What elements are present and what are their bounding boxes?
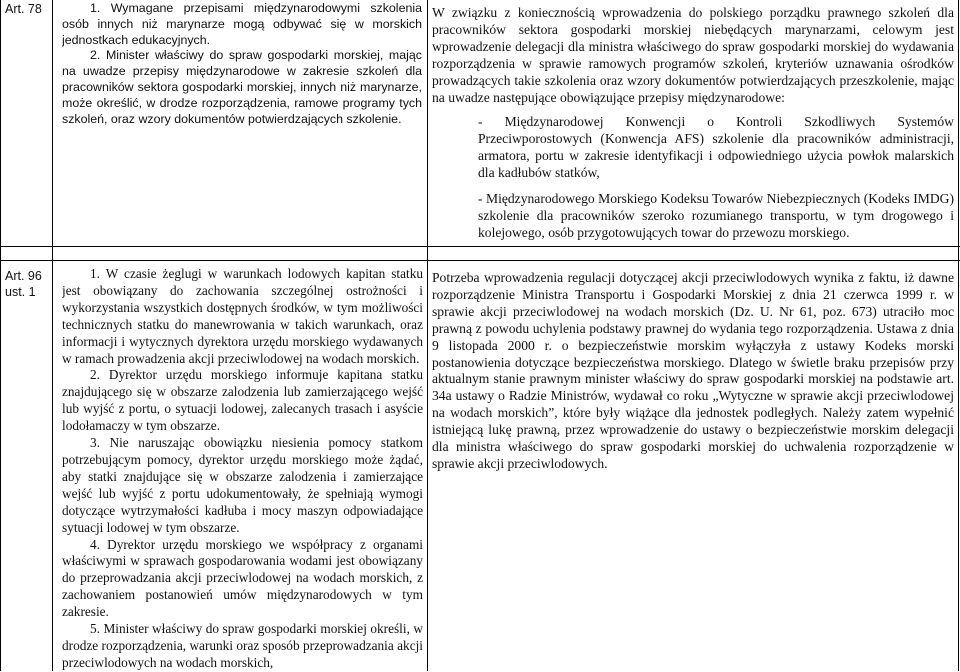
article-96-para-3: 3. Nie naruszając obowiązku niesienia pomocy statkom potrzebującym pomocy, dyrektor urzędu morskiego może żądać, aby statki znajdujące się w obszarze zalodzenia i zamierzające wejść lub wyjść z portu udokumentowały, że spełniają wymogi dotyczące wytrzymałości kadłuba i mocy maszyn odpowiadające sytuacji lodowej w tym obszarze. <box>62 435 423 535</box>
row-divider-bottom <box>0 260 960 261</box>
justification-item-imdg: - Międzynarodowego Morskiego Kodeksu Towarów Niebezpiecznych (Kodeks IMDG) szkolenie dla pracowników szeroko rozumianego transportu, w tym drogowego i kolejowego, osób przygotowujących towar do przewozu morskiego. <box>478 191 954 240</box>
article-78-provisions <box>62 1 422 127</box>
article-96-provisions <box>62 266 423 672</box>
table-border-left <box>0 0 1 671</box>
article-78-para-1: 1. Wymagane przepisami międzynarodowymi szkolenia osób innych niż marynarze mogą odbywać się w morskich jednostkach edukacyjnych. <box>62 1 422 47</box>
justification-item-afs: - Międzynarodowej Konwencji o Kontroli Szkodliwych Systemów Przeciwporostowych (Konwencja AFS) szkolenie dla pracowników administracji, armatora, portu w zakresie identyfikacji i odpowiedniego użycia powłok malarskich dla kadłubów statków, <box>478 114 954 181</box>
justification-intro: W związku z koniecznością wprowadzenia do polskiego porządku prawnego szkoleń dla pracowników sektora gospodarki morskiej niebędących marynarzami, celowym jest wprowadzenie delegacji dla ministra właściwego do spraw gospodarki morskiej do wydawania rozporządzenia w sprawie ramowych programów szkoleń, kryteriów uznawania ośrodków prowadzących takie szkolenia oraz wzory dokumentów potwierdzających przeszkolenie, mając na uwadze następujące obowiązujące przepisy międzynarodowe: <box>432 5 954 105</box>
column-divider-1 <box>52 0 53 671</box>
article-96-para-4: 4. Dyrektor urzędu morskiego we współpracy z organami właściwymi w sprawach gospodarowania wodami jest obowiązany do przeprowadzania akcji przeciwlodowej na wodach morskich, z zachowaniem postanowień umów międzynarodowych w tym zakresie. <box>62 536 423 620</box>
article-78-justification <box>432 5 954 242</box>
article-96-number: Art. 96 <box>5 269 42 283</box>
article-78-para-2: 2. Minister właściwy do spraw gospodarki morskiej, mając na uwadze przepisy międzynarodowe w zakresie szkoleń dla pracowników sektora gospodarki morskiej, innych niż marynarze, może określić, w drodze rozporządzenia, ramowe programy tych szkoleń, oraz wzory dokumentów potwierdzających szkolenie. <box>62 48 422 126</box>
justification-ice-text: Potrzeba wprowadzenia regulacji dotyczącej akcji przeciwlodowych wynika z faktu, iż dawne rozporządzenie Ministra Transportu i Gospodarki Morskiej z dnia 21 czerwca 1999 r. w sprawie akcji przeciwlodowej na wodach morskich (Dz. U. Nr 61, poz. 673) utraciło moc prawną z powodu uchylenia podstawy prawnej do wydania tego rozporządzenia. Ustawa z dnia 9 listopada 2000 r. o bezpieczeństwie morskim wyłączyła z ustawy Kodeks morski postanowienia dotyczące bezpieczeństwa morskiego. Dlatego w świetle braku przepisów przy aktualnym stanie prawnym minister właściwy do spraw gospodarki morskiej na podstawie art. 34a ustawy o Radzie Ministrów, wydawał co roku „Wytyczne w sprawie akcji przeciwlodowej na wodach morskich”, które były wiążące dla jednostek podległych. Należy zatem wypełnić istniejącą lukę prawną, przez wprowadzenie do ustawy o bezpieczeństwie morskim delegacji dla ministra właściwego do spraw gospodarki morskiej do uchwalenia rozporządzenie w sprawie akcji przeciwlodowych. <box>432 270 954 471</box>
article-78-label: Art. 78 <box>5 2 42 16</box>
column-divider-2 <box>427 0 428 671</box>
article-96-justification <box>432 270 954 473</box>
row-divider-top <box>0 246 960 247</box>
article-96-label <box>5 268 51 300</box>
table-border-right <box>958 0 959 671</box>
article-96-para-5: 5. Minister właściwy do spraw gospodarki morskiej określi, w drodze rozporządzenia, warunki oraz sposób przeprowadzania akcji przeciwlodowych na wodach morskich, <box>62 621 423 670</box>
article-96-para-1: 1. W czasie żeglugi w warunkach lodowych kapitan statku jest obowiązany do zachowania szczególnej ostrożności i wykorzystania wszystkich dostępnych środków, w tym możliwości technicznych statku do manewrowania w takich warunkach, oraz informacji i wytycznych dyrektora urzędu morskiego wydawanych w ramach prowadzenia akcji przeciwlodowej na wodach morskich. <box>62 266 423 366</box>
article-96-para-2: 2. Dyrektor urzędu morskiego informuje kapitana statku znajdującego się w obszarze zalodzenia lub zamierzającego wejść lub wyjść z portu, o sytuacji lodowej, zalecanych trasach i asyście lodołamaczy w tym obszarze. <box>62 367 423 434</box>
article-96-paragraph: ust. 1 <box>5 285 36 299</box>
